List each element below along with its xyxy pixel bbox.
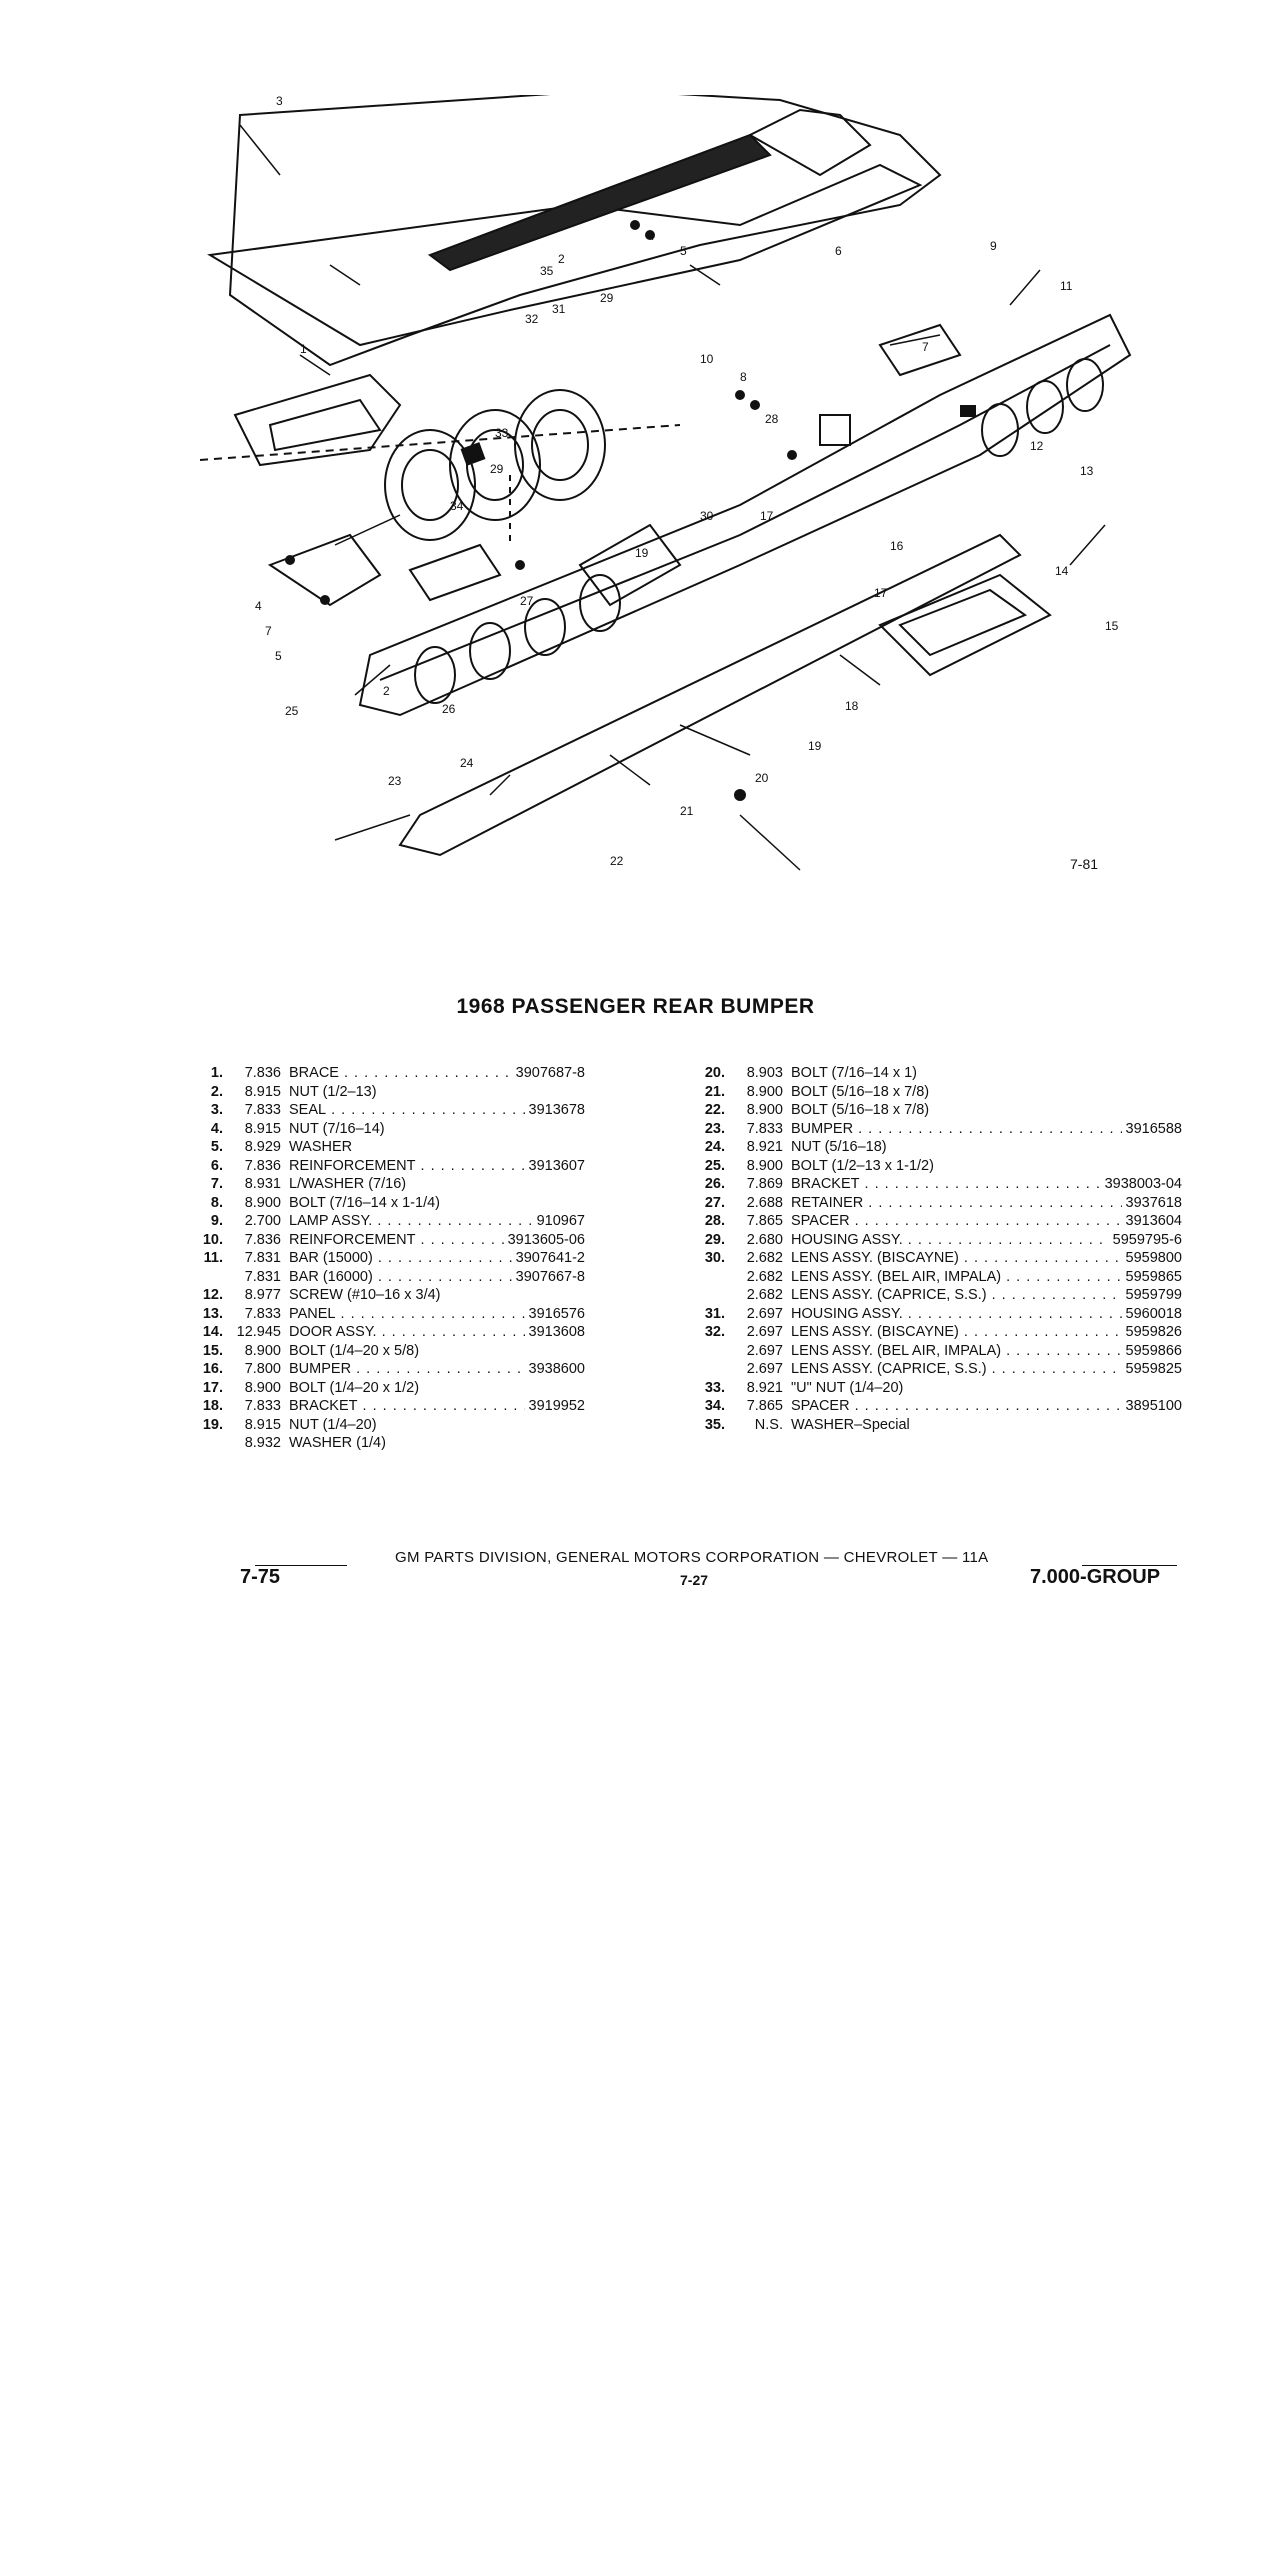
group-number: N.S. <box>754 1416 783 1433</box>
callout-16: 16 <box>890 539 904 553</box>
part-number: 3913608 <box>525 1323 585 1342</box>
parts-row <box>697 1360 1182 1379</box>
part-number: 3913604 <box>1122 1212 1182 1231</box>
group-number: 8.900 <box>746 1157 783 1174</box>
part-index: 35. <box>704 1416 725 1433</box>
parts-list-left <box>195 1064 585 1453</box>
parts-row <box>195 1157 585 1176</box>
part-number <box>581 1416 585 1435</box>
parts-row <box>697 1231 1182 1250</box>
callout-5-left: 5 <box>275 649 282 663</box>
part-description: LENS ASSY. (BISCAYNE) . . . <box>791 1249 1122 1268</box>
callout-3: 3 <box>276 95 283 108</box>
group-number: 8.915 <box>244 1416 281 1433</box>
callout-27: 27 <box>520 594 534 608</box>
page-title: 1968 PASSENGER REAR BUMPER <box>456 995 815 1018</box>
part-description: L/WASHER (7/16) <box>289 1176 407 1192</box>
part-description: BAR (16000) . . . <box>289 1268 512 1287</box>
part-description: RETAINER . . . <box>791 1194 1122 1213</box>
group-number: 7.833 <box>746 1120 783 1137</box>
part-number: 5959800 <box>1122 1249 1182 1268</box>
part-index: 15. <box>202 1342 223 1359</box>
part-description: REINFORCEMENT . . . <box>289 1157 525 1176</box>
parts-row <box>195 1286 585 1305</box>
part-number <box>581 1175 585 1194</box>
part-number: 3938003-04 <box>1101 1175 1182 1194</box>
part-description: LENS ASSY. (BISCAYNE) . . . <box>791 1323 1122 1342</box>
part-number <box>581 1286 585 1305</box>
part-description: NUT (1/2–13) <box>289 1083 377 1100</box>
callout-11: 11 <box>1060 279 1073 293</box>
part-description: SEAL . . . <box>289 1101 525 1120</box>
part-description: BUMPER . . . <box>791 1120 1122 1139</box>
parts-row <box>195 1249 585 1268</box>
group-number: 2.697 <box>746 1305 783 1322</box>
part-description: SPACER . . . <box>791 1212 1122 1231</box>
group-number: 8.931 <box>244 1176 281 1192</box>
part-index: 3. <box>210 1102 223 1118</box>
parts-row <box>195 1434 585 1453</box>
part-description: BRACKET . . . <box>791 1175 1101 1194</box>
callout-22: 22 <box>610 854 624 868</box>
group-number: 8.929 <box>244 1139 281 1155</box>
part-description: BOLT (7/16–14 x 1) <box>791 1065 918 1081</box>
exploded-parts-diagram <box>180 95 1140 915</box>
part-number <box>1178 1083 1182 1102</box>
callout-8: 8 <box>740 370 747 384</box>
parts-row <box>195 1416 585 1435</box>
part-description: WASHER <box>289 1139 353 1155</box>
part-description: BRACE . . . <box>289 1064 512 1083</box>
part-description: "U" NUT (1/4–20) <box>791 1379 904 1396</box>
part-description: BOLT (1/2–13 x 1-1/2) <box>791 1157 934 1174</box>
part-description: LENS ASSY. (BEL AIR, IMPALA) . . . <box>791 1342 1122 1361</box>
part-description: DOOR ASSY. . . . <box>289 1323 525 1342</box>
part-index: 27. <box>704 1194 725 1211</box>
part-index: 20. <box>704 1065 725 1081</box>
part-index <box>697 1360 725 1379</box>
part-description: BOLT (5/16–18 x 7/8) <box>791 1083 930 1100</box>
callout-10: 10 <box>700 352 714 366</box>
part-index: 30. <box>704 1250 725 1266</box>
part-description: NUT (5/16–18) <box>791 1139 887 1155</box>
part-index: 25. <box>704 1157 725 1174</box>
footer-group: 7.000-GROUP <box>1030 1566 1161 1588</box>
part-number: 3907641-2 <box>512 1249 585 1268</box>
parts-row <box>195 1138 585 1157</box>
part-number: 5959799 <box>1122 1286 1182 1305</box>
part-description: LENS ASSY. (CAPRICE, S.S.) . . . <box>791 1360 1122 1379</box>
callout-30: 30 <box>700 509 714 523</box>
parts-row <box>195 1083 585 1102</box>
part-index: 33. <box>704 1379 725 1396</box>
part-description: BOLT (1/4–20 x 1/2) <box>289 1379 420 1396</box>
group-number: 7.836 <box>244 1157 281 1174</box>
parts-row <box>697 1101 1182 1120</box>
part-index: 10. <box>202 1231 223 1248</box>
part-description: BOLT (7/16–14 x 1-1/4) <box>289 1194 440 1211</box>
part-index: 32. <box>704 1324 725 1340</box>
group-number: 8.921 <box>746 1379 783 1396</box>
callout-17: 17 <box>760 509 774 523</box>
callout-33: 33 <box>495 426 509 440</box>
group-number: 8.903 <box>746 1065 783 1081</box>
part-number <box>581 1083 585 1102</box>
part-number <box>581 1194 585 1213</box>
group-number: 7.833 <box>244 1305 281 1322</box>
group-number: 2.700 <box>244 1213 281 1229</box>
parts-row <box>697 1175 1182 1194</box>
figure-number: 7-81 <box>1070 856 1099 872</box>
part-number <box>1178 1157 1182 1176</box>
part-number: 3913678 <box>525 1101 585 1120</box>
group-number: 7.831 <box>244 1250 281 1266</box>
parts-row <box>697 1064 1182 1083</box>
callout-5: 5 <box>680 244 687 258</box>
part-index: 2. <box>210 1083 223 1100</box>
parts-row <box>195 1064 585 1083</box>
part-index: 6. <box>210 1157 223 1174</box>
parts-row <box>697 1342 1182 1361</box>
part-number: 5959825 <box>1122 1360 1182 1379</box>
parts-row <box>697 1212 1182 1231</box>
part-number: 3938600 <box>525 1360 585 1379</box>
part-index <box>697 1268 725 1287</box>
part-description: SPACER . . . <box>791 1397 1122 1416</box>
callout-17-lower: 17 <box>874 586 888 600</box>
group-number: 2.680 <box>746 1231 783 1248</box>
callout-7: 7 <box>922 340 929 354</box>
group-number: 7.800 <box>244 1361 281 1377</box>
callout-24: 24 <box>460 756 474 770</box>
part-number: 3916588 <box>1122 1120 1182 1139</box>
part-number <box>1178 1101 1182 1120</box>
callout-28: 28 <box>765 412 779 426</box>
part-number: 3913605-06 <box>504 1231 585 1250</box>
callout-2-left: 2 <box>383 684 390 698</box>
group-number: 2.682 <box>746 1268 783 1285</box>
part-number: 5959866 <box>1122 1342 1182 1361</box>
part-description: LENS ASSY. (CAPRICE, S.S.) . . . <box>791 1286 1122 1305</box>
group-number: 2.682 <box>746 1287 783 1303</box>
group-number: 2.697 <box>746 1342 783 1359</box>
part-index: 13. <box>202 1305 223 1322</box>
footer-page-center: 7-27 <box>680 1572 709 1588</box>
callout-12: 12 <box>1030 439 1044 453</box>
part-number: 3919952 <box>525 1397 585 1416</box>
group-number: 2.688 <box>746 1194 783 1211</box>
part-description: REINFORCEMENT . . . <box>289 1231 504 1250</box>
callout-32: 32 <box>525 312 539 326</box>
part-index: 17. <box>202 1379 223 1396</box>
part-number: 3937618 <box>1122 1194 1182 1213</box>
callout-34: 34 <box>450 499 464 513</box>
part-index: 29. <box>704 1231 725 1248</box>
parts-row <box>195 1323 585 1342</box>
exploded-view-svg <box>180 95 1140 915</box>
part-description: BRACKET . . . <box>289 1397 525 1416</box>
part-index <box>697 1342 725 1361</box>
group-number: 7.869 <box>746 1176 783 1192</box>
part-description: BOLT (5/16–18 x 7/8) <box>791 1102 930 1118</box>
group-number: 8.900 <box>244 1342 281 1359</box>
callout-31: 31 <box>552 302 566 316</box>
parts-row <box>697 1138 1182 1157</box>
part-number <box>1178 1379 1182 1398</box>
parts-row <box>697 1120 1182 1139</box>
group-number: 8.900 <box>746 1102 783 1118</box>
parts-row <box>195 1175 585 1194</box>
callout-29: 29 <box>490 462 504 476</box>
callout-18: 18 <box>845 699 859 713</box>
group-number: 2.697 <box>746 1361 783 1377</box>
callout-6: 6 <box>835 244 842 258</box>
group-number: 7.833 <box>244 1398 281 1414</box>
callout-4-left: 4 <box>255 599 262 613</box>
part-index: 9. <box>210 1213 223 1229</box>
callout-29-top: 29 <box>600 291 614 305</box>
part-index <box>195 1434 223 1453</box>
parts-row <box>697 1305 1182 1324</box>
part-index: 31. <box>704 1305 725 1322</box>
part-description: NUT (1/4–20) <box>289 1416 377 1433</box>
part-description: WASHER (1/4) <box>289 1435 386 1451</box>
group-number: 8.900 <box>244 1379 281 1396</box>
parts-row <box>697 1157 1182 1176</box>
group-number: 8.900 <box>746 1083 783 1100</box>
parts-row <box>697 1379 1182 1398</box>
part-index: 4. <box>210 1120 223 1137</box>
callout-21: 21 <box>680 804 694 818</box>
callout-23: 23 <box>388 774 402 788</box>
group-number: 7.836 <box>244 1065 281 1081</box>
parts-row <box>195 1231 585 1250</box>
parts-row <box>697 1083 1182 1102</box>
group-number: 8.977 <box>244 1287 281 1303</box>
group-number: 8.932 <box>244 1435 281 1451</box>
part-number <box>1178 1138 1182 1157</box>
parts-row <box>195 1120 585 1139</box>
part-number: 3907667-8 <box>512 1268 585 1287</box>
part-description: BOLT (1/4–20 x 5/8) <box>289 1342 420 1359</box>
part-index: 11. <box>203 1250 223 1266</box>
part-number <box>581 1120 585 1139</box>
parts-row <box>195 1379 585 1398</box>
group-number: 8.915 <box>244 1083 281 1100</box>
footer-publisher: GM PARTS DIVISION, GENERAL MOTORS CORPORATION — CHEVROLET — 11A <box>395 1549 989 1566</box>
callout-13: 13 <box>1080 464 1094 478</box>
part-index: 5. <box>210 1139 223 1155</box>
part-number: 3913607 <box>525 1157 585 1176</box>
callout-19-top: 19 <box>635 546 649 560</box>
parts-row <box>195 1342 585 1361</box>
parts-row <box>697 1416 1182 1435</box>
parts-row <box>195 1360 585 1379</box>
callout-25: 25 <box>285 704 299 718</box>
part-index: 16. <box>202 1361 223 1377</box>
callout-1: 1 <box>300 342 307 356</box>
callout-15: 15 <box>1105 619 1119 633</box>
callout-26: 26 <box>442 702 456 716</box>
part-index: 18. <box>202 1398 223 1414</box>
group-number: 7.836 <box>244 1231 281 1248</box>
callout-14: 14 <box>1055 564 1069 578</box>
part-number <box>581 1138 585 1157</box>
group-number: 7.831 <box>244 1268 281 1285</box>
group-number: 2.682 <box>746 1250 783 1266</box>
parts-row <box>697 1286 1182 1305</box>
part-number <box>581 1379 585 1398</box>
part-description: SCREW (#10–16 x 3/4) <box>289 1287 441 1303</box>
part-index: 24. <box>704 1139 725 1155</box>
group-number: 12.945 <box>236 1324 281 1340</box>
part-description: LENS ASSY. (BEL AIR, IMPALA) . . . <box>791 1268 1122 1287</box>
part-index: 21. <box>704 1083 725 1100</box>
parts-list-right <box>697 1064 1182 1434</box>
part-description: BAR (15000) . . . <box>289 1249 512 1268</box>
callout-2: 2 <box>558 252 565 266</box>
part-number <box>1178 1064 1182 1083</box>
parts-row <box>195 1305 585 1324</box>
callout-20: 20 <box>755 771 769 785</box>
part-description: HOUSING ASSY. . . . <box>791 1231 1109 1250</box>
part-number: 910967 <box>533 1212 585 1231</box>
part-index: 28. <box>704 1213 725 1229</box>
part-description: NUT (7/16–14) <box>289 1120 385 1137</box>
part-description: HOUSING ASSY. . . . <box>791 1305 1122 1324</box>
parts-row <box>697 1249 1182 1268</box>
part-description: BUMPER . . . <box>289 1360 525 1379</box>
group-number: 7.833 <box>244 1102 281 1118</box>
part-number: 5959826 <box>1122 1323 1182 1342</box>
part-index <box>697 1286 725 1305</box>
part-index: 14. <box>202 1324 223 1340</box>
parts-row <box>195 1268 585 1287</box>
parts-row <box>195 1397 585 1416</box>
part-number: 5960018 <box>1122 1305 1182 1324</box>
part-index <box>195 1268 223 1287</box>
part-index: 26. <box>704 1176 725 1192</box>
part-number <box>581 1434 585 1453</box>
group-number: 7.865 <box>746 1398 783 1414</box>
callout-7-left: 7 <box>265 624 272 638</box>
part-number: 5959865 <box>1122 1268 1182 1287</box>
part-description: PANEL . . . <box>289 1305 525 1324</box>
callout-19: 19 <box>808 739 822 753</box>
callout-4: 4 <box>648 229 655 243</box>
group-number: 7.865 <box>746 1213 783 1229</box>
part-index: 23. <box>704 1120 725 1137</box>
part-index: 22. <box>704 1102 725 1118</box>
parts-row <box>195 1101 585 1120</box>
group-number: 8.915 <box>244 1120 281 1137</box>
group-number: 8.921 <box>746 1139 783 1155</box>
parts-row <box>195 1212 585 1231</box>
parts-row <box>697 1194 1182 1213</box>
part-index: 12. <box>202 1287 223 1303</box>
footer-page-number: 7-75 <box>240 1566 281 1588</box>
callout-9: 9 <box>990 239 997 253</box>
group-number: 8.900 <box>244 1194 281 1211</box>
part-number: 3916576 <box>525 1305 585 1324</box>
part-description: LAMP ASSY. . . . <box>289 1212 533 1231</box>
part-number: 5959795-6 <box>1109 1231 1182 1250</box>
part-index: 7. <box>210 1176 223 1192</box>
part-index: 8. <box>210 1194 223 1211</box>
parts-row <box>697 1323 1182 1342</box>
part-index: 19. <box>202 1416 223 1433</box>
parts-row <box>697 1397 1182 1416</box>
part-index: 34. <box>704 1398 725 1414</box>
part-number <box>1178 1416 1182 1435</box>
callout-35: 35 <box>540 264 554 278</box>
part-number: 3895100 <box>1122 1397 1182 1416</box>
part-number <box>581 1342 585 1361</box>
part-index: 1. <box>210 1065 223 1081</box>
parts-row <box>195 1194 585 1213</box>
group-number: 2.697 <box>746 1324 783 1340</box>
parts-row <box>697 1268 1182 1287</box>
part-description: WASHER–Special <box>791 1416 910 1433</box>
part-number: 3907687-8 <box>512 1064 585 1083</box>
